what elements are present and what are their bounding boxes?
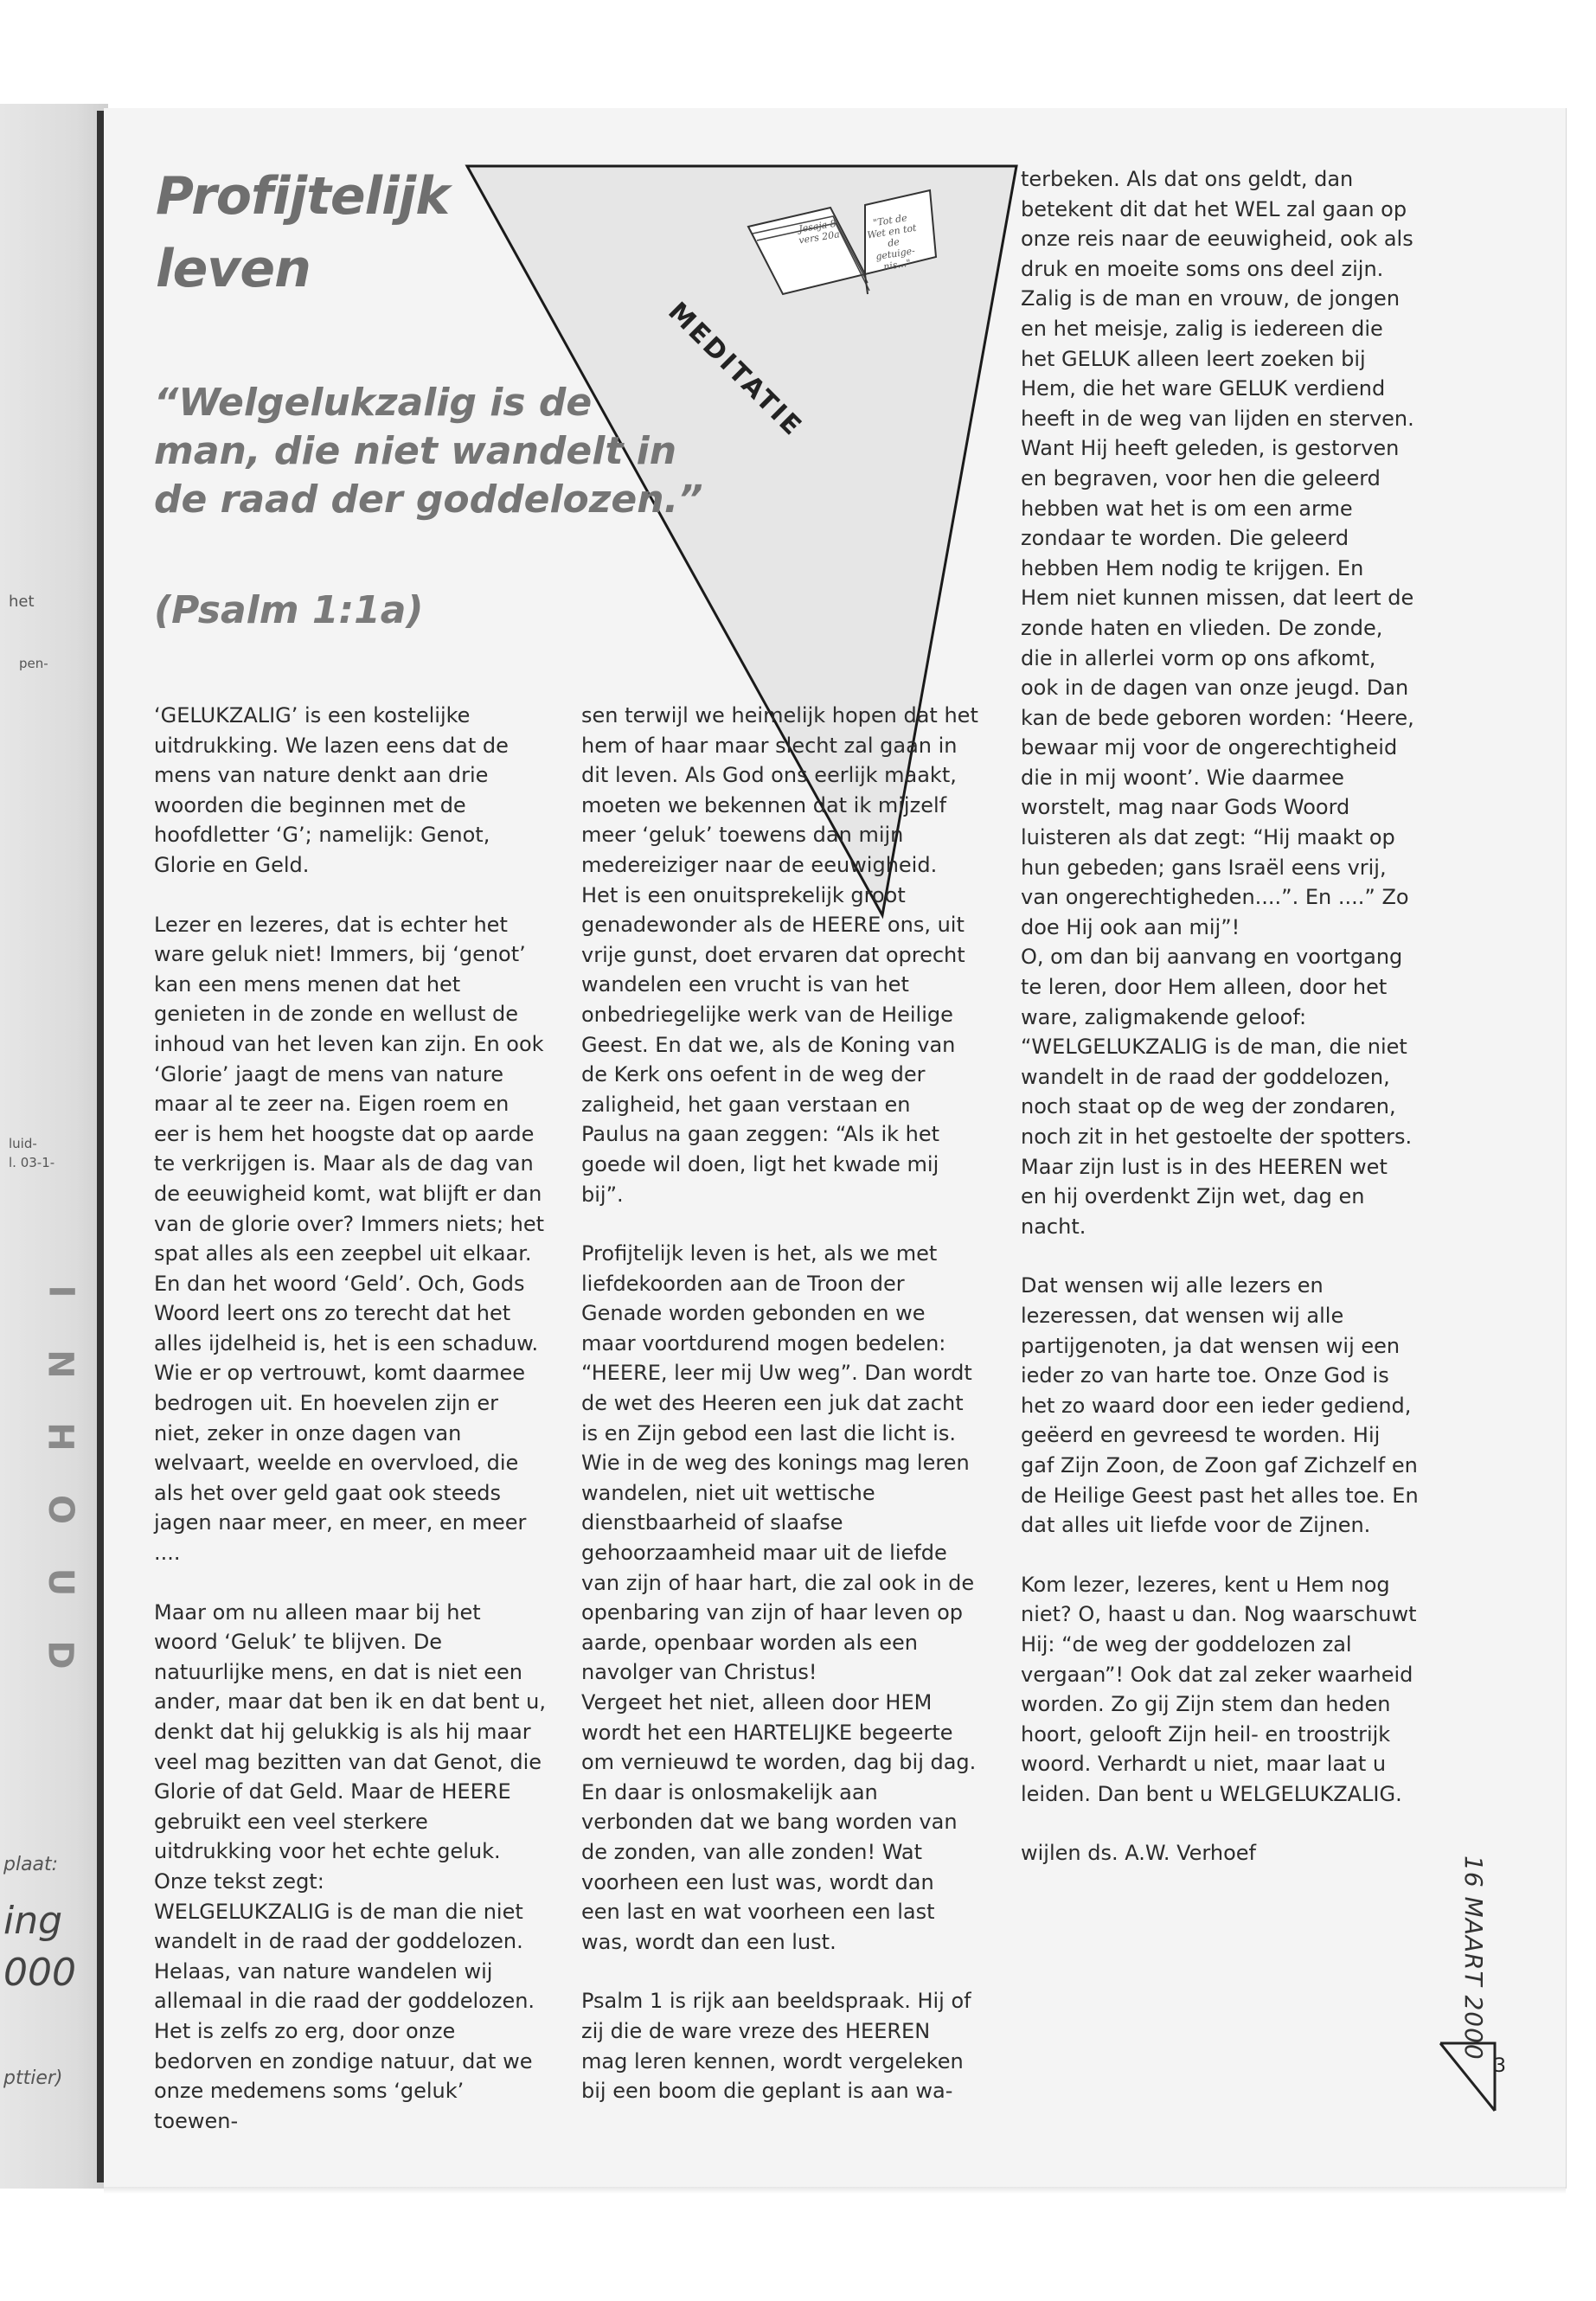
article-title [156, 160, 449, 305]
paragraph: Lezer en lezeres, dat is echter het ware geluk niet! Immers, bij ‘genot’ kan een mens menen dat het genieten in de zonde en wellust de inhoud van het leven kan zijn. En ook ‘Glorie’ jaagt de mens van nature maar al te zeer na. Eigen roem en eer is hem het hoogste dat op aarde te verkrijgen is. Maar als de dag van de eeuwigheid komt, wat blijft er dan van de glorie over? Immers niets; het spat alles als een zeepbel uit elkaar. [154, 912, 545, 1266]
fragment-text: 000 [3, 1951, 76, 1995]
title-line: leven [156, 239, 311, 299]
title-line: Profijtelijk [156, 166, 450, 227]
paragraph: ‘GELUKZALIG’ is een kostelijke uitdrukking. We lazen eens dat de mens van nature denkt aan drie woorden die beginnen met de hoofdletter ‘G’; namelijk: Genot, Glorie en Geld. [154, 703, 509, 877]
paragraph: Maar om nu alleen maar bij het woord ‘Geluk’ te blijven. De natuurlijke mens, en dat is niet een ander, maar dat ben ik en dat bent u, denkt dat hij gelukkig is als hij maar veel mag bezitten van dat Genot, die Glorie of dat Geld. Maar de HEERE gebruikt een veel sterkere uitdrukking voor het echte geluk. Onze tekst zegt: [154, 1599, 547, 1894]
article-column-1 [154, 701, 548, 2136]
inhoud-letter: O [40, 1494, 80, 1525]
paragraph: Kom lezer, lezeres, kent u Hem nog niet? O, haast u dan. Nog waarschuwt Hij: “de weg der goddelozen zal vergaan”! Ook dat zal zeker waarheid worden. Zo gij Zijn stem dan heden hoort, gelooft Zijn heil- en troostrijk woord. Verhardt u niet, maar laat u leiden. Dan bent u WELGELUKZALIG. [1021, 1572, 1417, 1806]
fragment-text: luid- [9, 1136, 37, 1151]
section-label: MEDITATIE [662, 296, 809, 444]
paragraph: O, om dan bij aanvang en voortgang te leren, door Hem alleen, door het ware, zaligmakende geloof: “WELGELUKZALIG is de man, die niet wandelt in de raad der goddelozen, noch staat op de weg der zondaren, noch zit in het gestoelte der spotters. Maar zijn lust is in des HEEREN wet en hij overdenkt Zijn wet, dag en nacht. [1021, 945, 1413, 1239]
quote-line: man, die niet wandelt in [154, 429, 677, 473]
paragraph: En dan het woord ‘Geld’. Och, Gods Woord leert ons zo terecht dat het alles ijdelheid is, het is een schaduw. Wie er op vertrouwt, komt daarmee bedrogen uit. En hoevelen zijn er niet, zeker in onze dagen van welvaart, weelde en overvloed, die als het over geld gaat ook steeds jagen naar meer, en meer, en meer .... [154, 1271, 539, 1566]
quote-line: de raad der goddelozen.” [154, 478, 703, 522]
paragraph: Het is een onuitsprekelijk groot genadewonder als de HEERE ons, uit vrije gunst, doet ervaren dat oprecht wandelen een vrucht is van het onbedriegelijke werk van de Heilige Geest. En dat we, als de Koning van de Kerk ons oefent in de weg der zaligheid, het gaan verstaan en Paulus na gaan zeggen: “Als ik het goede wil doen, ligt het kwade mij bij”. [581, 882, 965, 1207]
article-column-3 [1021, 164, 1419, 1868]
paragraph: Dat wensen wij alle lezers en lezeressen, dat wensen wij alle partijgenoten, ja dat wensen wij een ieder zo van harte toe. Onze God is het zo waard door een ieder gediend, geëerd en gevreesd te worden. Hij gaf Zijn Zoon, de Zoon gaf Zichzelf en de Heilige Geest past het alles toe. En dat alles uit liefde voor de Zijnen. [1021, 1273, 1419, 1538]
paragraph: WELGELUKZALIG is de man die niet wandelt in de raad der goddelozen. Helaas, van nature wandelen wij allemaal in die raad der goddelozen. Het is zelfs zo erg, door onze bedorven en zondige natuur, dat we onze medemens soms ‘geluk’ toewen- [154, 1899, 535, 2133]
book-caption: "Tot de Wet en tot de getuige-nis..." [866, 212, 918, 273]
fragment-text: pen- [19, 656, 48, 671]
fragment-text: het [9, 593, 35, 611]
author-signature: wijlen ds. A.W. Verhoef [1021, 1841, 1256, 1866]
quote-line: “Welgelukzalig is de [154, 381, 593, 425]
fragment-text: ing [3, 1899, 63, 1943]
paragraph: sen terwijl we heimelijk hopen dat het hem of haar maar slecht zal gaan in dit leven. Als God ons eerlijk maakt, moeten we bekennen dat ik mijzelf meer ‘geluk’ toewens dan mijn medereiziger naar de eeuwigheid. [581, 703, 978, 877]
inhoud-letter: I [40, 1285, 80, 1298]
fragment-text: l. 03-1- [9, 1155, 55, 1170]
page-number: 3 [1494, 2055, 1506, 2077]
fragment-text: plaat: [3, 1854, 59, 1875]
paragraph: Vergeet het niet, alleen door HEM wordt het een HARTELIJKE begeerte om vernieuwd te worden, dag bij dag. En daar is onlosmakelijk aan verbonden dat we bang worden van de zonden, van alle zonden! Wat voorheen een lust was, wordt dan een last en wat voorheen een last was, wordt dan een lust. [581, 1690, 977, 1954]
inhoud-letter: H [40, 1422, 80, 1452]
article-column-2 [581, 701, 979, 2106]
fragment-text: pttier) [3, 2067, 63, 2089]
issue-date: 16 MAART 2000 [1459, 1856, 1488, 2061]
scripture-reference: (Psalm 1:1a) [154, 588, 424, 632]
book-reference: Jesaja 8 vers 20a [798, 217, 841, 247]
inhoud-letter: U [40, 1567, 80, 1597]
pull-quote [154, 379, 742, 524]
inhoud-letter: D [40, 1640, 80, 1670]
paragraph: terbeken. Als dat ons geldt, dan betekent dit dat het WEL zal gaan op onze reis naar de eeuwigheid, ook als druk en moeite soms ons deel zijn. Zalig is de man en vrouw, de jongen en het meisje, zalig is iedereen die het GELUK alleen leert zoeken bij Hem, die het ware GELUK verdiend heeft in de weg van lijden en sterven. Want Hij heeft geleden, is gestorven en begraven, voor hen die geleerd hebben wat het is om een arme zondaar te worden. Die geleerd hebben Hem nodig te krijgen. En Hem niet kunnen missen, dat leert de zonde haten en vlieden. De zonde, die in allerlei vorm op ons afkomt, ook in de dagen van onze jeugd. Dan kan de bede geboren worden: ‘Heere, bewaar mij voor de ongerechtigheid die in mij woont’. Wie daarmee worstelt, mag naar Gods Woord luisteren als dat zegt: “Hij maakt op hun gebeden; gans Israël eens vrij, van ongerechtigheden....”. En ....” Zo doe Hij ook aan mij”! [1021, 167, 1414, 939]
inhoud-letter: N [40, 1349, 80, 1379]
paragraph: Profijtelijk leven is het, als we met liefdekoorden aan de Troon der Genade worden gebonden en we maar voortdurend mogen bedelen: “HEERE, leer mij Uw weg”. Dan wordt de wet des Heeren een juk dat zacht is en Zijn gebod een last die licht is. Wie in de weg des konings mag leren wandelen, niet uit wettische dienstbaarheid of slaafse gehoorzaamheid maar uit de liefde van zijn of haar hart, die zal ook in de openbaring van zijn of haar leven op aarde, openbaar worden als een navolger van Christus! [581, 1241, 975, 1685]
paragraph: Psalm 1 is rijk aan beeldspraak. Hij of zij die de ware vreze des HEEREN mag leren kennen, wordt vergeleken bij een boom die geplant is aan wa- [581, 1989, 971, 2104]
